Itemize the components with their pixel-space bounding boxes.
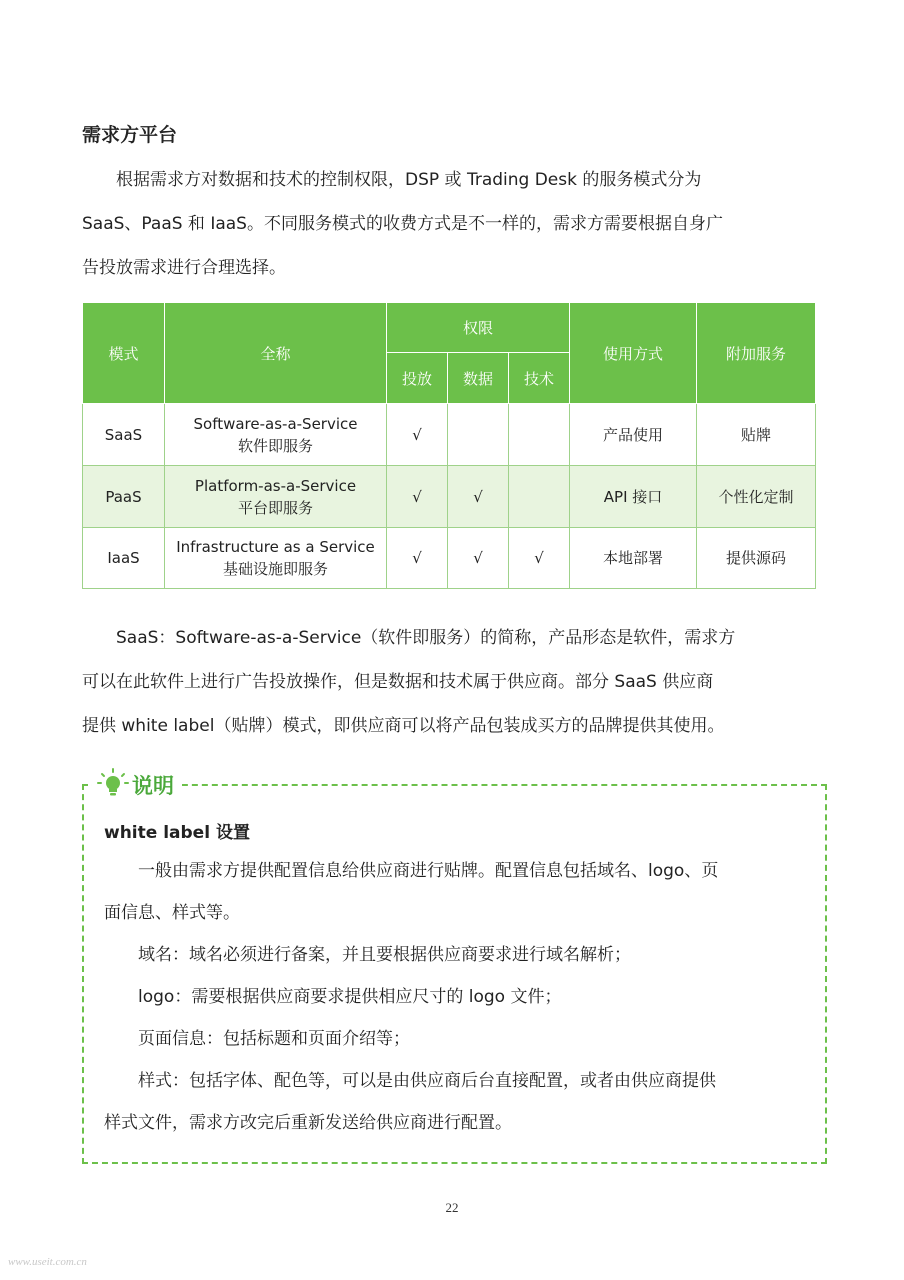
- cell-fullname: [165, 404, 387, 466]
- intro-line-3: 告投放需求进行合理选择。: [82, 258, 286, 278]
- header-perm-tech: 技术: [509, 353, 570, 404]
- note-p2: 域名：域名必须进行备案，并且要根据供应商要求进行域名解析；: [138, 945, 631, 965]
- note-p4: 页面信息：包括标题和页面介绍等；: [138, 1029, 410, 1049]
- fullname-cn: 平台即服务: [237, 498, 313, 517]
- header-permissions: 权限: [387, 303, 570, 353]
- cell-usage: API 接口: [570, 466, 697, 528]
- saas-line-3: 提供 white label（贴牌）模式，即供应商可以将产品包装成买方的品牌提供其使用。: [82, 716, 725, 736]
- header-mode: 模式: [83, 303, 165, 404]
- cell-deliver: √: [387, 466, 448, 528]
- cell-fullname: [165, 466, 387, 528]
- note-p1-line-1: 一般由需求方提供配置信息给供应商进行贴牌。配置信息包括域名、logo、页: [138, 861, 719, 881]
- cell-fullname: [165, 528, 387, 589]
- header-usage: 使用方式: [570, 303, 697, 404]
- cell-extra: 贴牌: [697, 404, 816, 466]
- cell-extra: 提供源码: [697, 528, 816, 589]
- cell-extra: 个性化定制: [697, 466, 816, 528]
- service-mode-table: [82, 302, 816, 589]
- fullname-cn: 基础设施即服务: [222, 560, 328, 578]
- cell-usage: 本地部署: [570, 528, 697, 589]
- cell-usage: 产品使用: [570, 404, 697, 466]
- cell-data: √: [448, 466, 509, 528]
- cell-deliver: √: [387, 528, 448, 589]
- cell-tech: [509, 404, 570, 466]
- fullname-cn: 软件即服务: [237, 436, 313, 455]
- note-body: [104, 850, 812, 1144]
- saas-paragraph: [82, 616, 820, 748]
- fullname-en: Software-as-a-Service: [193, 414, 358, 433]
- lightbulb-icon: [96, 768, 130, 802]
- note-callout-header: [92, 768, 182, 802]
- header-fullname: 全称: [165, 303, 387, 404]
- page-number: 22: [445, 1200, 459, 1215]
- cell-mode: PaaS: [83, 466, 165, 528]
- saas-line-1: SaaS：Software-as-a-Service（软件即服务）的简称，产品形态是软件，需求方: [116, 628, 736, 648]
- saas-line-2: 可以在此软件上进行广告投放操作，但是数据和技术属于供应商。部分 SaaS 供应商: [82, 672, 714, 692]
- note-subtitle: white label 设置: [104, 823, 250, 843]
- note-p3: logo：需要根据供应商要求提供相应尺寸的 logo 文件；: [138, 987, 562, 1007]
- fullname-en: Platform-as-a-Service: [194, 476, 357, 495]
- table-row: [83, 466, 816, 528]
- table-row: [83, 404, 816, 466]
- intro-paragraph: [82, 158, 820, 290]
- header-perm-data: 数据: [448, 353, 509, 404]
- table-row: [83, 528, 816, 589]
- cell-tech: √: [509, 528, 570, 589]
- cell-tech: [509, 466, 570, 528]
- header-perm-deliver: 投放: [387, 353, 448, 404]
- cell-data: [448, 404, 509, 466]
- watermark: www.useit.com.cn: [8, 1256, 87, 1268]
- cell-mode: SaaS: [83, 404, 165, 466]
- section-title: 需求方平台: [82, 124, 178, 146]
- note-p5-line-2: 样式文件，需求方改完后重新发送给供应商进行配置。: [104, 1113, 512, 1133]
- cell-deliver: √: [387, 404, 448, 466]
- intro-line-2: SaaS、PaaS 和 IaaS。不同服务模式的收费方式是不一样的，需求方需要根据自身广: [82, 214, 723, 234]
- note-p5-line-1: 样式：包括字体、配色等，可以是由供应商后台直接配置，或者由供应商提供: [138, 1071, 716, 1091]
- intro-line-1: 根据需求方对数据和技术的控制权限，DSP 或 Trading Desk 的服务模式分为: [116, 170, 702, 190]
- cell-data: √: [448, 528, 509, 589]
- note-p1-line-2: 面信息、样式等。: [104, 903, 240, 923]
- fullname-en: Infrastructure as a Service: [176, 538, 375, 556]
- cell-mode: IaaS: [83, 528, 165, 589]
- header-extra: 附加服务: [697, 303, 816, 404]
- note-label: 说明: [132, 774, 174, 798]
